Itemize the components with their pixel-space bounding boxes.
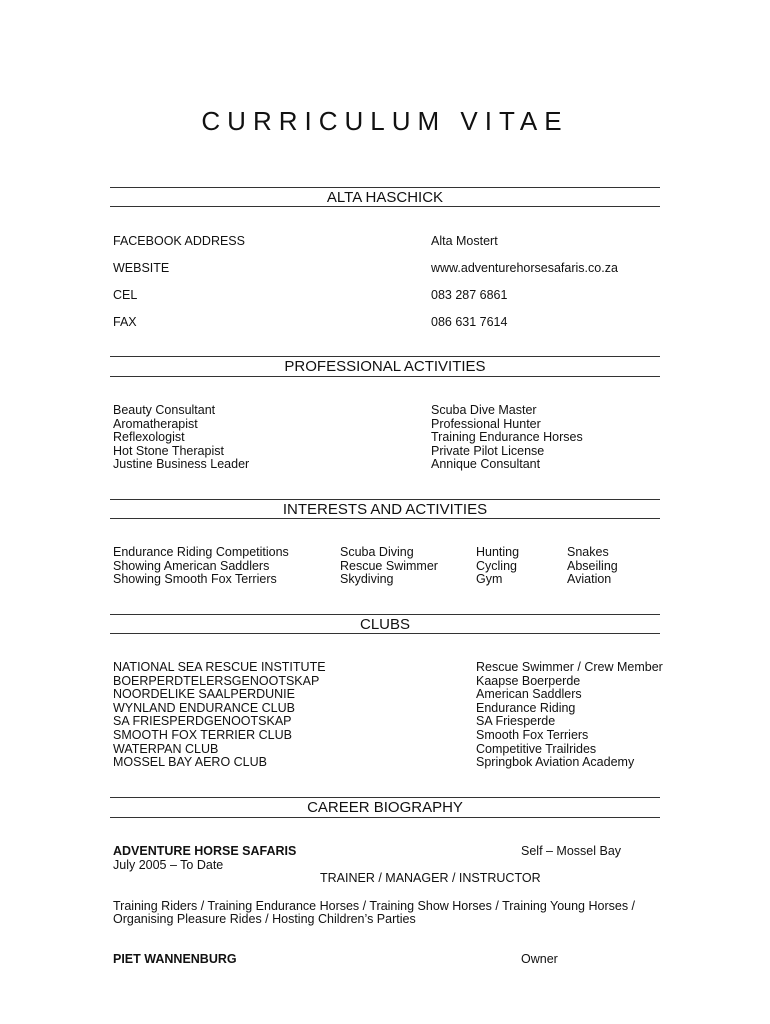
job-duties-line-1: Training Riders / Training Endurance Horses / Training Show Horses / Training Young Horses /: [113, 899, 636, 913]
list-item: Skydiving: [340, 572, 394, 587]
list-item: SA Friesperde: [476, 714, 556, 729]
clubs-details: [476, 661, 663, 770]
list-item: Endurance Riding: [476, 700, 576, 715]
list-item: Smooth Fox Terriers: [476, 727, 589, 742]
list-item: Annique Consultant: [431, 457, 541, 472]
divider: [110, 376, 660, 377]
job-employer: ADVENTURE HORSE SAFARIS: [113, 844, 297, 858]
interests-col-4: [567, 546, 618, 587]
list-item: NATIONAL SEA RESCUE INSTITUTE: [113, 660, 326, 674]
contact-label-cel: CEL: [113, 288, 138, 302]
list-item: Showing American Saddlers: [113, 558, 270, 573]
contact-value-fax: 086 631 7614: [431, 315, 508, 329]
list-item: SMOOTH FOX TERRIER CLUB: [113, 727, 292, 742]
list-item: Aromatherapist: [113, 416, 198, 431]
job-employer: PIET WANNENBURG: [113, 952, 237, 966]
list-item: Reflexologist: [113, 430, 185, 445]
list-item: Aviation: [567, 572, 612, 587]
list-item: Professional Hunter: [431, 416, 541, 431]
interests-heading: INTERESTS AND ACTIVITIES: [282, 501, 488, 518]
divider: [110, 614, 660, 615]
list-item: Gym: [476, 572, 503, 587]
divider: [110, 187, 660, 188]
list-item: Kaapse Boerperde: [476, 673, 581, 688]
document-title: CURRICULUM VITAE: [201, 106, 569, 136]
job-dates: July 2005 – To Date: [113, 858, 224, 872]
list-item: Scuba Diving: [340, 545, 414, 559]
contact-value-facebook: Alta Mostert: [431, 234, 498, 248]
list-item: BOERPERDTELERSGENOOTSKAP: [113, 673, 320, 688]
list-item: Rescue Swimmer / Crew Member: [476, 660, 663, 674]
interests-col-1: [113, 546, 289, 587]
list-item: Rescue Swimmer: [340, 558, 438, 573]
job-role: TRAINER / MANAGER / INSTRUCTOR: [320, 871, 541, 885]
job-type: Owner: [521, 952, 558, 966]
list-item: NOORDELIKE SAALPERDUNIE: [113, 687, 295, 702]
contact-value-cel: 083 287 6861: [431, 288, 508, 302]
divider: [110, 518, 660, 519]
list-item: Hunting: [476, 545, 520, 559]
divider: [110, 817, 660, 818]
professional-list-left: [113, 404, 249, 472]
contact-label-website: WEBSITE: [113, 261, 170, 275]
name-heading: ALTA HASCHICK: [326, 189, 444, 206]
career-heading: CAREER BIOGRAPHY: [307, 799, 463, 816]
list-item: SA FRIESPERDGENOOTSKAP: [113, 714, 292, 729]
divider: [110, 797, 660, 798]
contact-value-website: www.adventurehorsesafaris.co.za: [431, 261, 618, 275]
list-item: American Saddlers: [476, 687, 582, 702]
list-item: WATERPAN CLUB: [113, 741, 219, 756]
contact-label-facebook: FACEBOOK ADDRESS: [113, 234, 245, 248]
clubs-names: [113, 661, 326, 770]
list-item: Scuba Dive Master: [431, 403, 537, 417]
divider: [110, 633, 660, 634]
interests-col-3: [476, 546, 519, 587]
list-item: Beauty Consultant: [113, 403, 216, 417]
job-duties-line-2: Organising Pleasure Rides / Hosting Children’s Parties: [113, 912, 416, 926]
list-item: WYNLAND ENDURANCE CLUB: [113, 700, 295, 715]
interests-col-2: [340, 546, 438, 587]
list-item: Abseiling: [567, 558, 618, 573]
list-item: Justine Business Leader: [113, 457, 250, 472]
list-item: Springbok Aviation Academy: [476, 755, 635, 770]
list-item: Endurance Riding Competitions: [113, 545, 289, 559]
list-item: Showing Smooth Fox Terriers: [113, 572, 277, 587]
list-item: Cycling: [476, 558, 517, 573]
divider: [110, 206, 660, 207]
list-item: Training Endurance Horses: [431, 430, 583, 445]
list-item: Hot Stone Therapist: [113, 443, 224, 458]
professional-list-right: [431, 404, 583, 472]
contact-label-fax: FAX: [113, 315, 137, 329]
list-item: MOSSEL BAY AERO CLUB: [113, 755, 267, 770]
professional-heading: PROFESSIONAL ACTIVITIES: [284, 358, 486, 375]
job-type: Self – Mossel Bay: [521, 844, 622, 858]
clubs-heading: CLUBS: [359, 616, 411, 633]
list-item: Snakes: [567, 545, 609, 559]
divider: [110, 499, 660, 500]
list-item: Private Pilot License: [431, 443, 545, 458]
divider: [110, 356, 660, 357]
list-item: Competitive Trailrides: [476, 741, 597, 756]
